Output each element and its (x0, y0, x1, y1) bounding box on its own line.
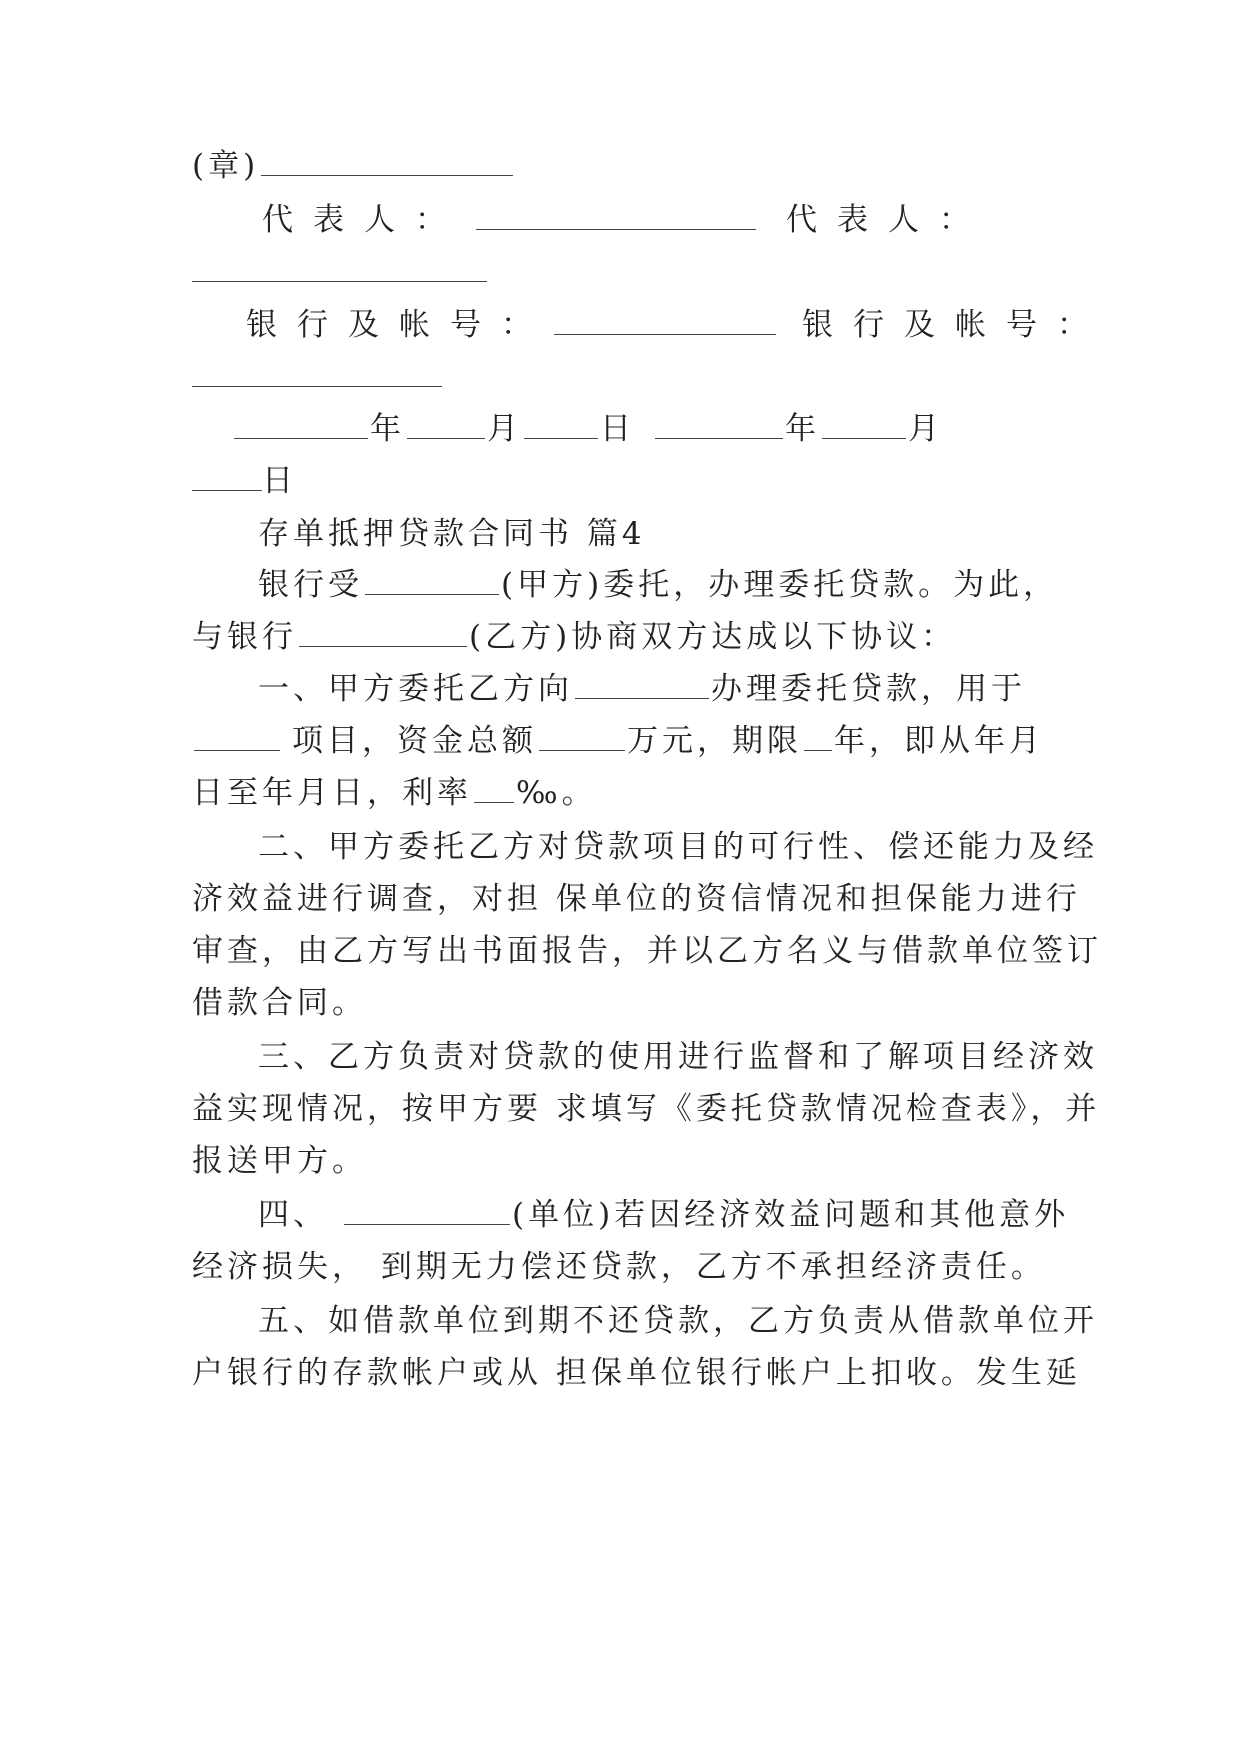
representative-label-b: 代表人： (786, 202, 990, 238)
clause1-line-1 (258, 669, 1052, 709)
bank-account-line (246, 305, 1108, 345)
representative-blank-b (192, 255, 487, 282)
preamble-text-2: (甲方)委托，办理委托贷款。为此， (501, 567, 1059, 603)
clause3-line-3: 报送甲方。 (192, 1143, 367, 1179)
day-blank-a (524, 412, 598, 439)
amount-blank (539, 724, 625, 751)
year-blank-b (655, 412, 783, 439)
clause1-line-3 (192, 773, 1052, 813)
section-title: 存单抵押贷款合同书 篇4 (258, 516, 646, 552)
representative-blank-line (192, 252, 1052, 292)
clause1-text-e: 年，即从年月 (834, 723, 1044, 759)
clause1-text-c: 项目，资金总额 (292, 723, 537, 759)
clause1-text-g: ‰。 (516, 775, 597, 811)
preamble-line-1 (258, 565, 1059, 605)
clause2-line-4: 借款合同。 (192, 985, 367, 1021)
preamble-text-4: (乙方)协商双方达成以下协议： (469, 619, 957, 655)
seal-label: (章) (192, 148, 260, 184)
unit-blank (344, 1198, 510, 1225)
clause2-line-1: 二、甲方委托乙方对贷款项目的可行性、偿还能力及经 (258, 829, 1098, 865)
month-label-a: 月 (487, 411, 522, 447)
clause4-text-b: (单位)若因经济效益问题和其他意外 (512, 1197, 1070, 1233)
clause2-line-3: 审查，由乙方写出书面报告，并以乙方名义与借款单位签订 (192, 933, 1102, 969)
bank-account-label-b: 银行及帐号： (802, 307, 1108, 343)
clause4-line-2: 经济损失， 到期无力偿还贷款，乙方不承担经济责任。 (192, 1249, 1046, 1285)
year-label-b: 年 (785, 411, 820, 447)
date-day-line (192, 461, 1052, 501)
borrower-blank (575, 672, 709, 699)
bank-account-blank-a (554, 308, 776, 335)
month-blank-a (407, 412, 485, 439)
representative-line (262, 200, 1052, 240)
representative-label-a: 代表人： (262, 202, 466, 238)
bank-account-blank-line (192, 357, 1052, 397)
seal-line (192, 146, 1052, 186)
month-blank-b (822, 412, 906, 439)
clause3-line-2: 益实现情况，按甲方要 求填写《委托贷款情况检查表》，并 (192, 1091, 1101, 1127)
seal-blank (261, 149, 513, 176)
preamble-text-1: 银行受 (258, 567, 363, 603)
day-blank-b (192, 464, 262, 491)
bank-account-label-a: 银行及帐号： (246, 307, 552, 343)
bank-blank (299, 620, 467, 647)
clause5-line-1: 五、如借款单位到期不还贷款，乙方负责从借款单位开 (258, 1303, 1098, 1339)
clause1-text-b: 办理委托贷款，用于 (711, 671, 1026, 707)
clause4-text-a: 四、 (258, 1197, 328, 1233)
term-blank (804, 724, 832, 751)
project-blank (194, 724, 280, 751)
preamble-line-2 (192, 617, 1052, 657)
clause4-line-1 (258, 1195, 1070, 1235)
year-blank-a (234, 412, 368, 439)
rate-blank (474, 776, 514, 803)
clause3-line-1: 三、乙方负责对贷款的使用进行监督和了解项目经济效 (258, 1039, 1098, 1075)
preamble-text-3: 与银行 (192, 619, 297, 655)
clause1-line-2 (192, 721, 1052, 761)
day-label-a: 日 (600, 411, 635, 447)
clause5-line-2: 户银行的存款帐户或从 担保单位银行帐户上扣收。发生延 (192, 1355, 1081, 1391)
bank-account-blank-b (192, 360, 442, 387)
clause1-text-a: 一、甲方委托乙方向 (258, 671, 573, 707)
principal-blank (365, 568, 499, 595)
clause1-text-f: 日至年月日，利率 (192, 775, 472, 811)
date-line (232, 409, 1052, 449)
clause1-text-d: 万元，期限 (627, 723, 802, 759)
month-label-b: 月 (908, 411, 943, 447)
clause2-line-2: 济效益进行调查，对担 保单位的资信情况和担保能力进行 (192, 881, 1081, 917)
year-label-a: 年 (370, 411, 405, 447)
representative-blank-a (476, 203, 756, 230)
day-label-b: 日 (262, 463, 297, 499)
